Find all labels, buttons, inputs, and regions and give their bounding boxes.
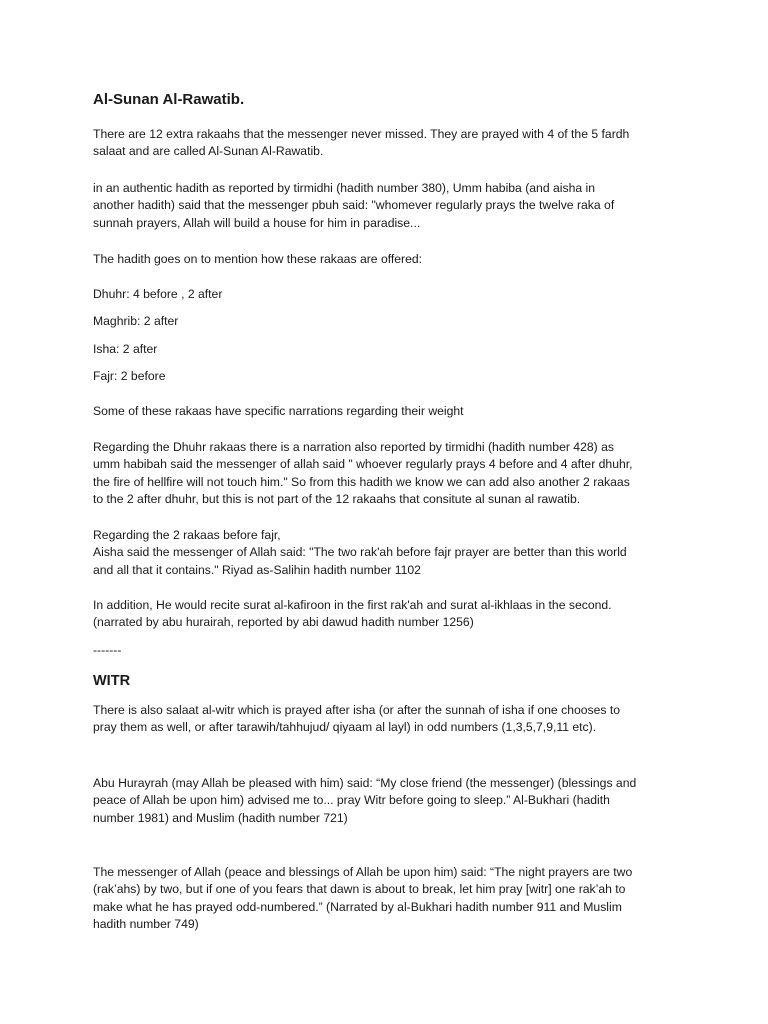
addition-paragraph xyxy=(93,597,683,632)
witr-night-line: The messenger of Allah (peace and blessings of Allah be upon him) said: “The night prayers are two xyxy=(93,865,633,879)
fajr-line: Regarding the 2 rakaas before fajr, xyxy=(93,528,281,542)
section-divider: ------- xyxy=(93,643,122,657)
witr-hadith-line: number 1981) and Muslim (hadith number 721) xyxy=(93,810,348,825)
dhuhr-line: Regarding the Dhuhr rakaas there is a narration also reported by tirmidhi (hadith number 428) as xyxy=(93,440,614,454)
dhuhr-line: the fire of hellfire will not touch him." So from this hadith we know we can add also another 2 rakaas xyxy=(93,474,630,489)
schedule-dhuhr: Dhuhr: 4 before , 2 after xyxy=(93,287,223,301)
hadith-line: in an authentic hadith as reported by tirmidhi (hadith number 380), Umm habiba (and aisha in xyxy=(93,181,596,195)
dhuhr-line: umm habibah said the messenger of allah said " whoever regularly prays 4 before and 4 after dhuhr, xyxy=(93,457,633,472)
fajr-line: and all that it contains." Riyad as-Salihin hadith number 1102 xyxy=(93,562,421,577)
witr-night-prayer-paragraph xyxy=(93,864,683,934)
dhuhr-line: to the 2 after dhuhr, but this is not part of the 12 rakaahs that consitute al sunan al rawatib. xyxy=(93,492,581,507)
schedule-isha: Isha: 2 after xyxy=(93,342,158,356)
witr-intro-line: There is also salaat al-witr which is prayed after isha (or after the sunnah of isha if one chooses to xyxy=(93,703,621,717)
fajr-line: Aisha said the messenger of Allah said: "The two rak'ah before fajr prayer are better than this world xyxy=(93,545,627,560)
addition-line: In addition, He would recite surat al-kafiroon in the first rak'ah and surat al-ikhlaas in the second. xyxy=(93,598,612,612)
intro-line: There are 12 extra rakaahs that the messenger never missed. They are prayed with 4 of the 5 fardh xyxy=(93,127,630,141)
witr-night-line: make what he has prayed odd-numbered.” (Narrated by al-Bukhari hadith number 911 and Muslim xyxy=(93,899,622,914)
witr-intro-line: pray them as well, or after tarawih/tahhujud/ qiyaam al layl) in odd numbers (1,3,5,7,9,11 etc). xyxy=(93,720,597,735)
intro-paragraph xyxy=(93,126,683,161)
page-title: Al-Sunan Al-Rawatib. xyxy=(93,91,245,108)
hadith-line: another hadith) said that the messenger pbuh said: "whomever regularly prays the twelve raka of xyxy=(93,198,615,213)
witr-night-line: (rak’ahs) by two, but if one of you fears that dawn is about to break, let him pray [witr] one rak’ah to xyxy=(93,882,626,897)
witr-hadith-line: peace of Allah be upon him) advised me to... pray Witr before going to sleep.” Al-Bukhari (hadith xyxy=(93,793,610,808)
witr-heading: WITR xyxy=(93,673,131,689)
schedule-maghrib: Maghrib: 2 after xyxy=(93,314,179,328)
intro-line: salaat and are called Al-Sunan Al-Rawatib. xyxy=(93,144,324,159)
witr-intro-paragraph xyxy=(93,702,683,737)
witr-hadith-paragraph xyxy=(93,775,683,827)
fajr-paragraph xyxy=(93,527,683,579)
goes-on-paragraph: The hadith goes on to mention how these rakaas are offered: xyxy=(93,252,423,266)
specific-paragraph: Some of these rakaas have specific narrations regarding their weight xyxy=(93,404,464,418)
schedule-fajr: Fajr: 2 before xyxy=(93,369,166,383)
addition-line: (narrated by abu hurairah, reported by abi dawud hadith number 1256) xyxy=(93,615,474,630)
witr-hadith-line: Abu Hurayrah (may Allah be pleased with him) said: “My close friend (the messenger) (blessings and xyxy=(93,776,637,790)
witr-night-line: hadith number 749) xyxy=(93,917,199,932)
hadith-paragraph xyxy=(93,180,683,232)
dhuhr-paragraph xyxy=(93,439,683,509)
hadith-line: sunnah prayers, Allah will build a house for him in paradise... xyxy=(93,215,421,230)
